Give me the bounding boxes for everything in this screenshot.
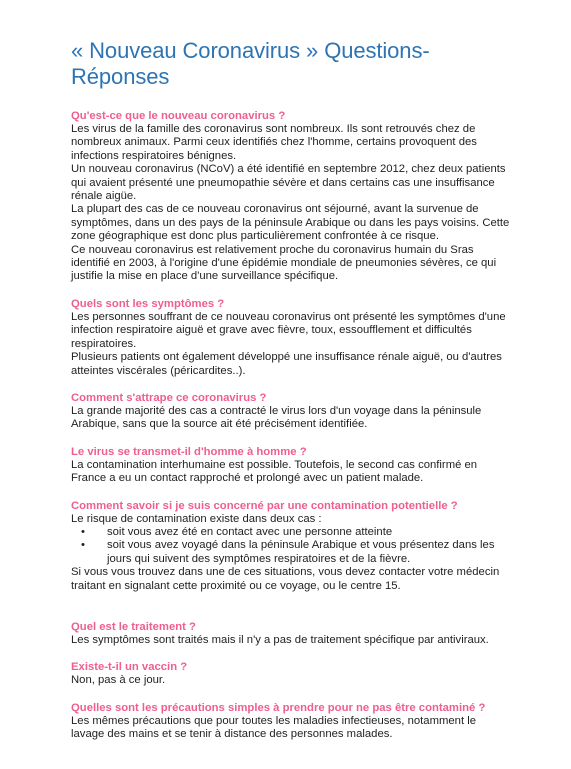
question-heading: Le virus se transmet-il d'homme à homme ? [71, 445, 307, 458]
faq-section-symptoms [71, 297, 511, 378]
question-heading: Qu'est-ce que le nouveau coronavirus ? [71, 110, 286, 122]
answer-paragraph: Le risque de contamination existe dans deux cas : [71, 512, 322, 525]
question-heading: Comment s'attrape ce coronavirus ? [71, 391, 267, 404]
page-title: « Nouveau Coronavirus » Questions-Réponses [71, 38, 430, 89]
bullet-list [71, 526, 511, 566]
answer-paragraph: La plupart des cas de ce nouveau coronavirus ont séjourné, avant la survenue de symptômes, dans un des pays de la péninsule Arabique ou dans les pays voisins. Cette zone géographique est donc plus particulièrement confrontée à ce risque. [71, 203, 510, 243]
faq-section-transmission [71, 445, 511, 486]
bullet-item [71, 539, 511, 566]
question-heading: Quel est le traitement ? [71, 620, 196, 633]
answer-paragraph: Les virus de la famille des coronavirus sont nombreux. Ils sont retrouvés chez de nombreux animaux. Parmi ceux identifiés chez l'homme, certains provoquent des infections respiratoires bénignes. [71, 123, 477, 162]
faq-section-what-is [71, 109, 511, 284]
bullet-text: soit vous avez été en contact avec une personne atteinte [107, 525, 393, 538]
answer-paragraph: Plusieurs patients ont également développé une insuffisance rénale aiguë, ou d'autres atteintes viscérales (péricardites..). [71, 351, 502, 377]
bullet-text: soit vous avez voyagé dans la péninsule Arabique et vous présentez dans les jours qui suivent des symptômes respiratoires et de la fièvre. [107, 539, 495, 565]
answer-paragraph: Ce nouveau coronavirus est relativement proche du coronavirus humain du Sras identifié en 2003, à l'origine d'une épidémie mondiale de pneumonies sévères, ce qui justifie la mise en place d'une surveillance spécifique. [71, 243, 497, 283]
bullet-icon: • [81, 525, 85, 538]
faq-section-treatment [71, 620, 511, 647]
faq-section-concerned [71, 499, 511, 593]
faq-section-precautions [71, 701, 511, 742]
answer-paragraph: La contamination interhumaine est possible. Toutefois, le second cas confirmé en France a eu un contact rapproché et prolongé avec un patient malade. [71, 458, 478, 485]
answer-paragraph: La grande majorité des cas a contracté le virus lors d'un voyage dans la péninsule Arabique, sans que la source ait été précisément identifiée. [71, 404, 482, 431]
answer-paragraph: Les personnes souffrant de ce nouveau coronavirus ont présenté les symptômes d'une infection respiratoire aiguë et grave avec fièvre, toux, essoufflement et difficultés respiratoires. [71, 310, 506, 350]
bullet-item [71, 526, 511, 539]
answer-paragraph: Non, pas à ce jour. [71, 674, 166, 687]
answer-paragraph: Les symptômes sont traités mais il n'y a pas de traitement spécifique par antiviraux. [71, 633, 489, 646]
question-heading: Quelles sont les précautions simples à prendre pour ne pas être contaminé ? [71, 701, 486, 714]
question-heading: Existe-t-il un vaccin ? [71, 661, 188, 674]
answer-paragraph: Un nouveau coronavirus (NCoV) a été identifié en septembre 2012, chez deux patients qui avaient présenté une pneumopathie sévère et dans certains cas une insuffisance rénale aigüe. [71, 163, 506, 203]
question-heading: Comment savoir si je suis concerné par une contamination potentielle ? [71, 499, 458, 512]
faq-section-how-caught [71, 391, 511, 432]
answer-paragraph: Les mêmes précautions que pour toutes les maladies infectieuses, notamment le lavage des mains et se tenir à distance des personnes malades. [71, 714, 477, 741]
answer-paragraph: Si vous vous trouvez dans une de ces situations, vous devez contacter votre médecin traitant en signalant cette proximité ou ce voyage, ou le centre 15. [71, 566, 500, 592]
faq-section-vaccine [71, 660, 511, 687]
question-heading: Quels sont les symptômes ? [71, 297, 225, 310]
bullet-icon: • [81, 539, 85, 552]
